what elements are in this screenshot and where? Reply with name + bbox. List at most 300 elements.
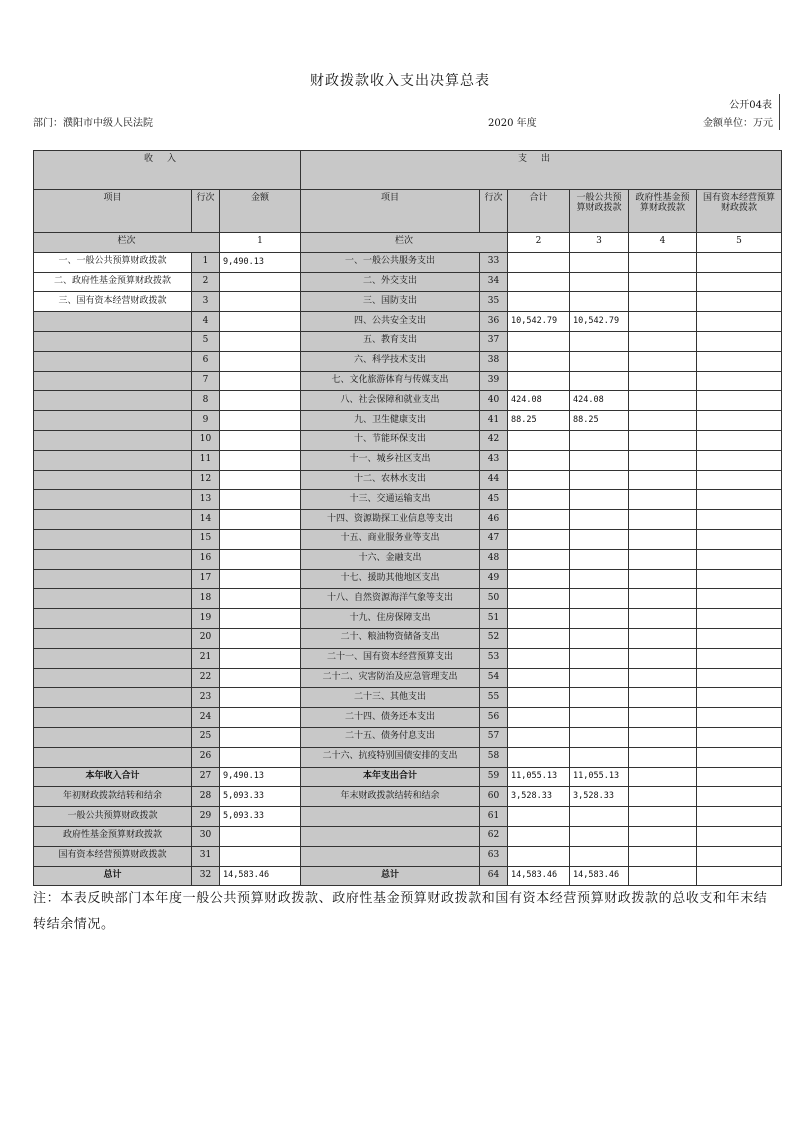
income-line-cell: 13 xyxy=(192,490,220,510)
income-item-cell xyxy=(34,747,192,767)
table-row xyxy=(34,292,782,312)
expense-item-cell: 二十三、其他支出 xyxy=(301,688,480,708)
general-cell xyxy=(570,351,629,371)
table-row xyxy=(34,569,782,589)
general-cell xyxy=(570,272,629,292)
table-row xyxy=(34,628,782,648)
expense-item-cell xyxy=(301,807,480,827)
income-item-cell xyxy=(34,450,192,470)
general-cell xyxy=(570,747,629,767)
income-amount-cell xyxy=(220,430,301,450)
state-cell xyxy=(697,727,782,747)
income-line-cell: 6 xyxy=(192,351,220,371)
fund-cell xyxy=(629,787,697,807)
section-header-row xyxy=(34,151,782,190)
income-item-cell: 一般公共预算财政拨款 xyxy=(34,807,192,827)
fund-cell xyxy=(629,529,697,549)
income-item-cell xyxy=(34,371,192,391)
expense-item-cell: 二、外交支出 xyxy=(301,272,480,292)
state-cell xyxy=(697,252,782,272)
income-item-cell: 年初财政拨款结转和结余 xyxy=(34,787,192,807)
state-cell xyxy=(697,747,782,767)
expense-line-cell: 46 xyxy=(480,510,508,530)
general-cell xyxy=(570,668,629,688)
summary-row xyxy=(34,767,782,787)
general-cell xyxy=(570,846,629,866)
form-number: 公开04表 xyxy=(729,100,772,111)
table-row xyxy=(34,450,782,470)
total-cell xyxy=(508,430,570,450)
income-amount-cell xyxy=(220,648,301,668)
total-cell xyxy=(508,252,570,272)
income-amount-cell xyxy=(220,826,301,846)
total-cell: 10,542.79 xyxy=(508,312,570,332)
fund-cell xyxy=(629,272,697,292)
expense-section-header: 支出 xyxy=(301,151,782,190)
expense-item-cell: 六、科学技术支出 xyxy=(301,351,480,371)
income-line-cell: 14 xyxy=(192,510,220,530)
income-amount-cell xyxy=(220,708,301,728)
fund-cell xyxy=(629,331,697,351)
expense-line-cell: 42 xyxy=(480,430,508,450)
fund-cell xyxy=(629,846,697,866)
income-amount-cell xyxy=(220,529,301,549)
fund-cell xyxy=(629,371,697,391)
expense-item-cell: 总计 xyxy=(301,866,480,886)
total-cell xyxy=(508,826,570,846)
income-item-cell xyxy=(34,510,192,530)
expense-line-cell: 50 xyxy=(480,589,508,609)
header-income-amount: 金额 xyxy=(220,190,301,233)
expense-item-cell: 五、教育支出 xyxy=(301,331,480,351)
general-cell: 3,528.33 xyxy=(570,787,629,807)
income-amount-cell xyxy=(220,510,301,530)
footnote: 注：本表反映部门本年度一般公共预算财政拨款、政府性基金预算财政拨款和国有资本经营预算财政拨款的总收支和年末结转结余情况。 xyxy=(33,891,768,932)
income-line-cell: 30 xyxy=(192,826,220,846)
table-row xyxy=(34,411,782,431)
header-gov-fund: 政府性基金预算财政拨款 xyxy=(629,190,697,233)
state-cell xyxy=(697,331,782,351)
summary-row xyxy=(34,846,782,866)
header-total: 合计 xyxy=(508,190,570,233)
income-line-cell: 18 xyxy=(192,589,220,609)
header-state-capital: 国有资本经营预算财政拨款 xyxy=(697,190,782,233)
income-item-cell xyxy=(34,569,192,589)
fund-cell xyxy=(629,767,697,787)
expense-item-cell xyxy=(301,846,480,866)
expense-line-cell: 57 xyxy=(480,727,508,747)
total-cell xyxy=(508,846,570,866)
general-cell xyxy=(570,510,629,530)
expense-line-cell: 37 xyxy=(480,331,508,351)
table-row xyxy=(34,470,782,490)
summary-row xyxy=(34,866,782,886)
total-cell xyxy=(508,668,570,688)
income-amount-cell xyxy=(220,747,301,767)
colnum-income-label: 栏次 xyxy=(34,233,220,253)
total-cell xyxy=(508,727,570,747)
total-cell xyxy=(508,371,570,391)
total-cell xyxy=(508,747,570,767)
state-cell xyxy=(697,272,782,292)
state-cell xyxy=(697,510,782,530)
income-line-cell: 17 xyxy=(192,569,220,589)
expense-line-cell: 52 xyxy=(480,628,508,648)
expense-item-cell: 四、公共安全支出 xyxy=(301,312,480,332)
income-line-cell: 19 xyxy=(192,609,220,629)
expense-line-cell: 36 xyxy=(480,312,508,332)
state-cell xyxy=(697,648,782,668)
fund-cell xyxy=(629,391,697,411)
table-row xyxy=(34,331,782,351)
income-amount-cell xyxy=(220,292,301,312)
total-cell xyxy=(508,292,570,312)
expense-line-cell: 35 xyxy=(480,292,508,312)
summary-row xyxy=(34,826,782,846)
income-line-cell: 25 xyxy=(192,727,220,747)
general-cell xyxy=(570,708,629,728)
expense-line-cell: 34 xyxy=(480,272,508,292)
total-cell xyxy=(508,628,570,648)
state-cell xyxy=(697,312,782,332)
state-cell xyxy=(697,688,782,708)
income-item-cell xyxy=(34,351,192,371)
income-item-cell: 总计 xyxy=(34,866,192,886)
income-line-cell: 28 xyxy=(192,787,220,807)
fund-cell xyxy=(629,430,697,450)
general-cell: 424.08 xyxy=(570,391,629,411)
expense-item-cell: 二十六、抗疫特别国债安排的支出 xyxy=(301,747,480,767)
expense-line-cell: 60 xyxy=(480,787,508,807)
income-amount-cell xyxy=(220,549,301,569)
income-line-cell: 12 xyxy=(192,470,220,490)
income-line-cell: 32 xyxy=(192,866,220,886)
expense-item-cell: 三、国防支出 xyxy=(301,292,480,312)
table-row xyxy=(34,252,782,272)
summary-row xyxy=(34,807,782,827)
income-line-cell: 7 xyxy=(192,371,220,391)
fund-cell xyxy=(629,252,697,272)
total-cell: 424.08 xyxy=(508,391,570,411)
expense-line-cell: 64 xyxy=(480,866,508,886)
fund-cell xyxy=(629,569,697,589)
expense-item-cell: 七、文化旅游体育与传媒支出 xyxy=(301,371,480,391)
expense-line-cell: 51 xyxy=(480,609,508,629)
state-cell xyxy=(697,529,782,549)
expense-line-cell: 39 xyxy=(480,371,508,391)
fund-cell xyxy=(629,708,697,728)
general-cell xyxy=(570,371,629,391)
table-row xyxy=(34,688,782,708)
fund-cell xyxy=(629,549,697,569)
expense-line-cell: 58 xyxy=(480,747,508,767)
income-item-cell xyxy=(34,549,192,569)
fund-cell xyxy=(629,727,697,747)
general-cell xyxy=(570,430,629,450)
general-cell xyxy=(570,807,629,827)
expense-item-cell xyxy=(301,826,480,846)
income-item-cell xyxy=(34,391,192,411)
page-title: 财政拨款收入支出决算总表 xyxy=(310,73,490,89)
expense-item-cell: 十四、资源勘探工业信息等支出 xyxy=(301,510,480,530)
expense-line-cell: 63 xyxy=(480,846,508,866)
year-label: 2020 年度 xyxy=(488,118,537,129)
unit-label: 金额单位：万元 xyxy=(703,118,773,129)
header-expense-line: 行次 xyxy=(480,190,508,233)
income-line-cell: 20 xyxy=(192,628,220,648)
fund-cell xyxy=(629,312,697,332)
income-amount-cell: 14,583.46 xyxy=(220,866,301,886)
expense-line-cell: 55 xyxy=(480,688,508,708)
total-cell xyxy=(508,470,570,490)
state-cell xyxy=(697,371,782,391)
expense-item-cell: 十三、交通运输支出 xyxy=(301,490,480,510)
income-line-cell: 23 xyxy=(192,688,220,708)
income-line-cell: 22 xyxy=(192,668,220,688)
general-cell: 88.25 xyxy=(570,411,629,431)
state-cell xyxy=(697,450,782,470)
state-cell xyxy=(697,609,782,629)
total-cell xyxy=(508,708,570,728)
general-cell xyxy=(570,727,629,747)
table-row xyxy=(34,529,782,549)
expense-line-cell: 44 xyxy=(480,470,508,490)
expense-item-cell: 十一、城乡社区支出 xyxy=(301,450,480,470)
income-amount-cell xyxy=(220,490,301,510)
income-line-cell: 8 xyxy=(192,391,220,411)
total-cell xyxy=(508,549,570,569)
expense-item-cell: 九、卫生健康支出 xyxy=(301,411,480,431)
income-item-cell: 二、政府性基金预算财政拨款 xyxy=(34,272,192,292)
income-line-cell: 26 xyxy=(192,747,220,767)
fund-cell xyxy=(629,450,697,470)
income-amount-cell: 5,093.33 xyxy=(220,787,301,807)
expense-item-cell: 十二、农林水支出 xyxy=(301,470,480,490)
income-line-cell: 10 xyxy=(192,430,220,450)
income-item-cell xyxy=(34,727,192,747)
income-item-cell xyxy=(34,331,192,351)
table-row xyxy=(34,648,782,668)
income-item-cell xyxy=(34,628,192,648)
general-cell xyxy=(570,688,629,708)
table-row xyxy=(34,510,782,530)
expense-item-cell: 二十、粮油物资储备支出 xyxy=(301,628,480,648)
income-item-cell xyxy=(34,648,192,668)
expense-line-cell: 38 xyxy=(480,351,508,371)
expense-item-cell: 十六、金融支出 xyxy=(301,549,480,569)
general-cell xyxy=(570,628,629,648)
state-cell xyxy=(697,490,782,510)
income-section-header: 收入 xyxy=(34,151,301,190)
state-cell xyxy=(697,411,782,431)
income-item-cell: 政府性基金预算财政拨款 xyxy=(34,826,192,846)
income-line-cell: 3 xyxy=(192,292,220,312)
total-cell xyxy=(508,351,570,371)
expense-item-cell: 十五、商业服务业等支出 xyxy=(301,529,480,549)
table-row xyxy=(34,430,782,450)
total-cell xyxy=(508,589,570,609)
expense-item-cell: 十八、自然资源海洋气象等支出 xyxy=(301,589,480,609)
expense-line-cell: 62 xyxy=(480,826,508,846)
state-cell xyxy=(697,708,782,728)
table-row xyxy=(34,589,782,609)
expense-line-cell: 45 xyxy=(480,490,508,510)
table-row xyxy=(34,490,782,510)
table-row xyxy=(34,351,782,371)
income-line-cell: 31 xyxy=(192,846,220,866)
general-cell xyxy=(570,252,629,272)
state-cell xyxy=(697,549,782,569)
income-line-cell: 21 xyxy=(192,648,220,668)
fund-cell xyxy=(629,747,697,767)
income-amount-cell xyxy=(220,688,301,708)
expense-line-cell: 47 xyxy=(480,529,508,549)
summary-row xyxy=(34,787,782,807)
total-cell xyxy=(508,609,570,629)
fund-cell xyxy=(629,668,697,688)
total-cell: 88.25 xyxy=(508,411,570,431)
table-row xyxy=(34,549,782,569)
general-cell xyxy=(570,529,629,549)
expense-line-cell: 41 xyxy=(480,411,508,431)
colnum-general: 3 xyxy=(570,233,629,253)
income-amount-cell xyxy=(220,628,301,648)
expense-item-cell: 一、一般公共服务支出 xyxy=(301,252,480,272)
income-amount-cell xyxy=(220,411,301,431)
income-item-cell: 国有资本经营预算财政拨款 xyxy=(34,846,192,866)
income-line-cell: 5 xyxy=(192,331,220,351)
income-line-cell: 16 xyxy=(192,549,220,569)
state-cell xyxy=(697,807,782,827)
expense-item-cell: 二十五、债务付息支出 xyxy=(301,727,480,747)
income-item-cell xyxy=(34,688,192,708)
header-income-line: 行次 xyxy=(192,190,220,233)
department-label: 部门：濮阳市中级人民法院 xyxy=(33,118,153,129)
general-cell xyxy=(570,470,629,490)
state-cell xyxy=(697,787,782,807)
general-cell xyxy=(570,569,629,589)
income-line-cell: 15 xyxy=(192,529,220,549)
state-cell xyxy=(697,767,782,787)
expense-item-cell: 年末财政拨款结转和结余 xyxy=(301,787,480,807)
income-item-cell: 一、一般公共预算财政拨款 xyxy=(34,252,192,272)
income-item-cell xyxy=(34,589,192,609)
income-line-cell: 2 xyxy=(192,272,220,292)
state-cell xyxy=(697,628,782,648)
fund-cell xyxy=(629,411,697,431)
income-amount-cell xyxy=(220,668,301,688)
expense-line-cell: 43 xyxy=(480,450,508,470)
general-cell: 10,542.79 xyxy=(570,312,629,332)
state-cell xyxy=(697,391,782,411)
table-row xyxy=(34,371,782,391)
income-line-cell: 9 xyxy=(192,411,220,431)
income-amount-cell xyxy=(220,312,301,332)
income-amount-cell xyxy=(220,351,301,371)
general-cell xyxy=(570,549,629,569)
general-cell xyxy=(570,826,629,846)
total-cell: 11,055.13 xyxy=(508,767,570,787)
fund-cell xyxy=(629,648,697,668)
table-row xyxy=(34,708,782,728)
fund-cell xyxy=(629,292,697,312)
expense-line-cell: 54 xyxy=(480,668,508,688)
fund-cell xyxy=(629,609,697,629)
table-row xyxy=(34,312,782,332)
general-cell xyxy=(570,589,629,609)
expense-line-cell: 49 xyxy=(480,569,508,589)
budget-table xyxy=(33,150,782,886)
colnum-fund: 4 xyxy=(629,233,697,253)
general-cell xyxy=(570,490,629,510)
income-item-cell xyxy=(34,312,192,332)
table-row xyxy=(34,609,782,629)
fund-cell xyxy=(629,628,697,648)
total-cell xyxy=(508,807,570,827)
fund-cell xyxy=(629,826,697,846)
fund-cell xyxy=(629,688,697,708)
income-amount-cell xyxy=(220,331,301,351)
general-cell xyxy=(570,292,629,312)
expense-line-cell: 53 xyxy=(480,648,508,668)
income-item-cell xyxy=(34,529,192,549)
income-line-cell: 29 xyxy=(192,807,220,827)
state-cell xyxy=(697,668,782,688)
fund-cell xyxy=(629,351,697,371)
income-line-cell: 24 xyxy=(192,708,220,728)
fund-cell xyxy=(629,866,697,886)
income-amount-cell xyxy=(220,589,301,609)
income-line-cell: 11 xyxy=(192,450,220,470)
general-cell xyxy=(570,648,629,668)
expense-item-cell: 二十二、灾害防治及应急管理支出 xyxy=(301,668,480,688)
income-item-cell xyxy=(34,411,192,431)
income-amount-cell xyxy=(220,727,301,747)
header-expense-item: 项目 xyxy=(301,190,480,233)
income-amount-cell xyxy=(220,609,301,629)
colnum-expense-label: 栏次 xyxy=(301,233,508,253)
fund-cell xyxy=(629,470,697,490)
margin-line xyxy=(779,94,780,130)
income-amount-cell: 9,490.13 xyxy=(220,767,301,787)
header-general-budget: 一般公共预算财政拨款 xyxy=(570,190,629,233)
expense-line-cell: 40 xyxy=(480,391,508,411)
total-cell xyxy=(508,510,570,530)
total-cell xyxy=(508,331,570,351)
general-cell xyxy=(570,331,629,351)
fund-cell xyxy=(629,510,697,530)
header-income-item: 项目 xyxy=(34,190,192,233)
state-cell xyxy=(697,292,782,312)
table-row xyxy=(34,747,782,767)
column-header-row xyxy=(34,190,782,233)
table-row xyxy=(34,391,782,411)
table-row xyxy=(34,668,782,688)
income-item-cell xyxy=(34,490,192,510)
income-amount-cell xyxy=(220,450,301,470)
state-cell xyxy=(697,826,782,846)
expense-item-cell: 十、节能环保支出 xyxy=(301,430,480,450)
income-item-cell xyxy=(34,609,192,629)
general-cell xyxy=(570,609,629,629)
column-number-row xyxy=(34,233,782,253)
income-item-cell xyxy=(34,470,192,490)
fund-cell xyxy=(629,807,697,827)
income-amount-cell xyxy=(220,391,301,411)
expense-line-cell: 59 xyxy=(480,767,508,787)
colnum-state: 5 xyxy=(697,233,782,253)
income-item-cell xyxy=(34,430,192,450)
